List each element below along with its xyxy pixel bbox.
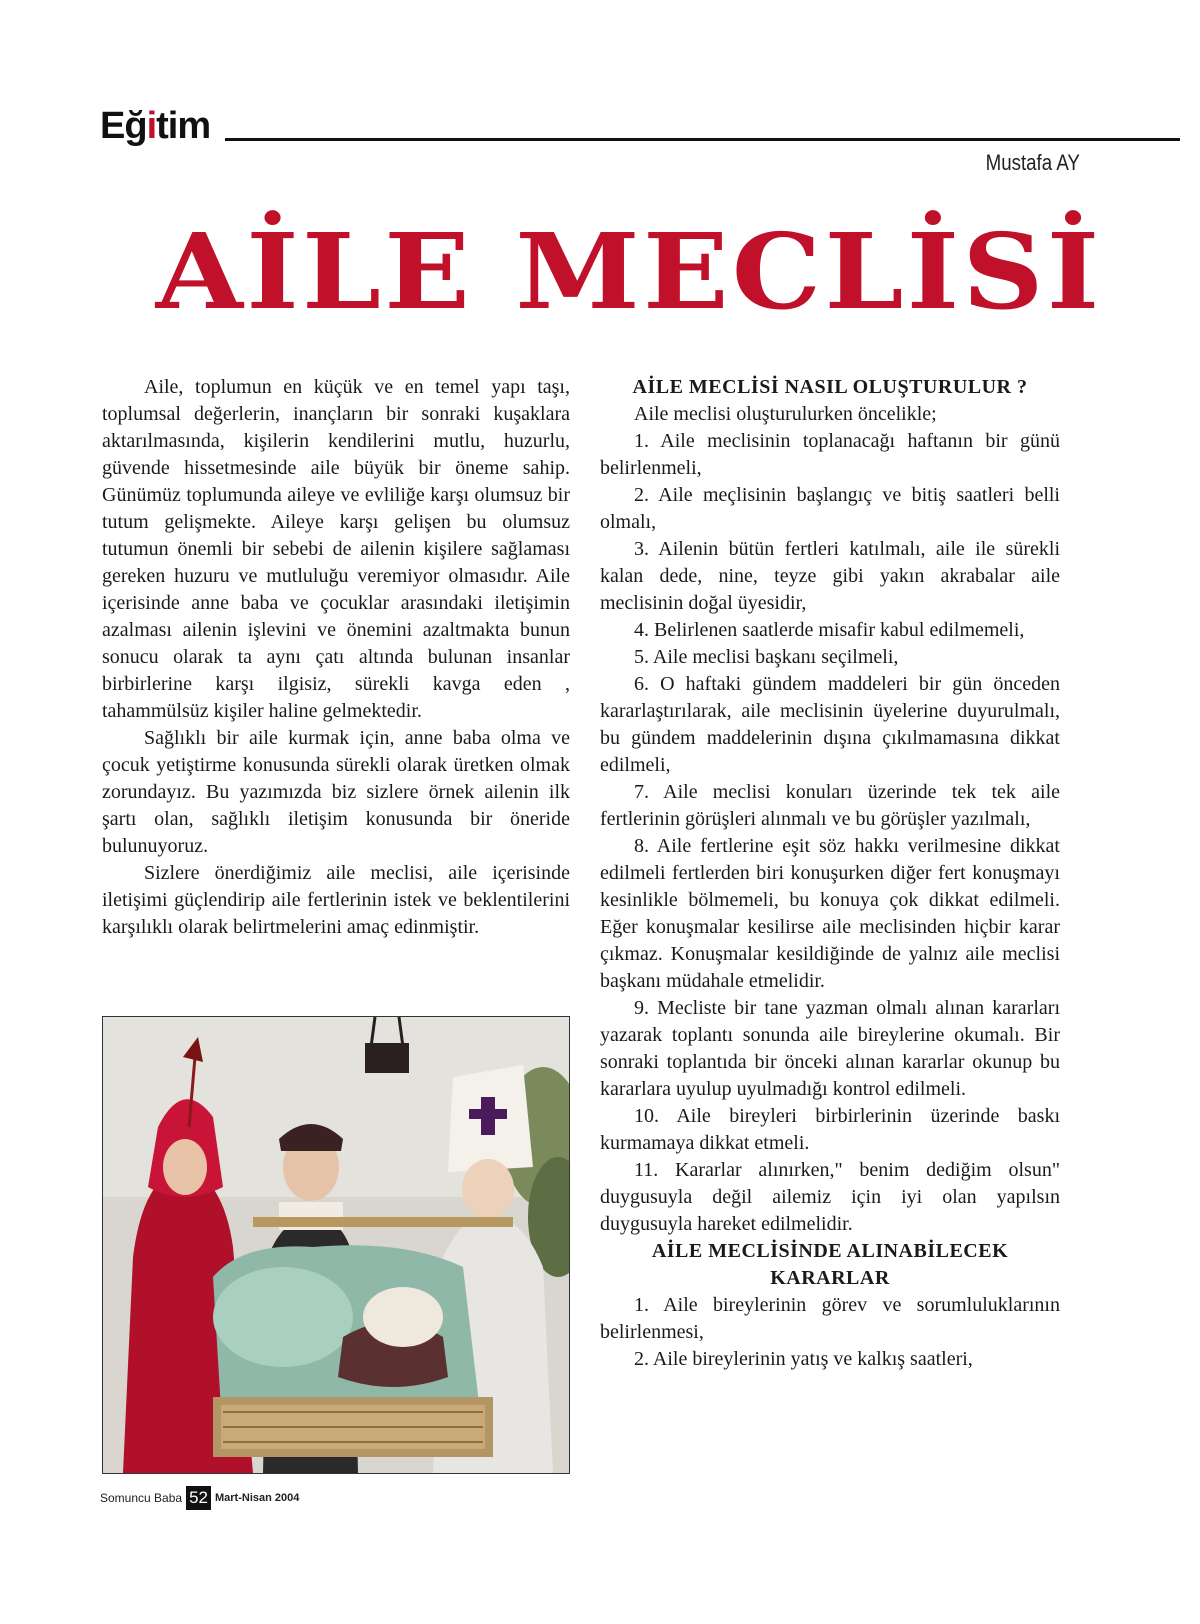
section-name	[100, 106, 210, 146]
list-item: 8. Aile fertlerine eşit söz hakkı verilmesine dikkat edilmeli fertlerden biri konuşurken diğer fert konuşmayı kesinlikle bölmemeli, bu konuya çok dikkat edilmeli. Eğer konuşmalar kesilirse aile meclisinden hiçbir karar çıkmaz. Konuşmalar kesildiğinde de yalnız aile meclisi başkanı müdahale etmelidir.	[600, 835, 1060, 992]
list-item: 2. Aile meçlisinin başlangıç ve bitiş saatleri belli olmalı,	[600, 484, 1060, 533]
list-item: 9. Mecliste bir tane yazman olmalı alınan kararları yazarak toplantı sonunda aile bireylerine okumalı. Bir sonraki toplantıda bir önceki alınan kararlar okunup bu kararlara uyulup uyulmadığı kontrol edilmeli.	[600, 997, 1060, 1100]
article-photo	[102, 1016, 570, 1474]
paragraph: Sağlıklı bir aile kurmak için, anne baba olma ve çocuk yetiştirme konusunda sürekli olarak üretken olmak zorundayız. Bu yazımızda biz sizlere örnek ailenin ilk şartı olan, sağlıklı iletişim konusunda bir öneride bulunuyoruz.	[102, 727, 570, 857]
section-heading-line: KARARLAR	[770, 1267, 890, 1289]
issue-date: Mart-Nisan 2004	[214, 1492, 300, 1504]
photo-illustration	[103, 1017, 569, 1473]
intro-line: Aile meclisi oluşturulurken öncelikle;	[634, 403, 937, 425]
right-column	[600, 374, 1060, 1373]
list-item: 11. Kararlar alınırken," benim dediğim olsun" duygusuyla değil ailemiz için iyi olan yapılsın duygusuyla hareket edilmelidir.	[600, 1159, 1060, 1235]
list-item: 6. O haftaki gündem maddeleri bir gün önceden kararlaştırılarak, aile meclisinin üyelerine duyurulmalı, bu gündem maddelerinin dışına çıkılmamasına dikkat edilmeli,	[600, 673, 1060, 776]
article-title: AİLE MECLİSİ	[155, 210, 1103, 333]
page-number: 52	[186, 1486, 211, 1510]
list-item: 1. Aile meclisinin toplanacağı haftanın bir günü belirlenmeli,	[600, 430, 1060, 479]
section-name-prefix: Eğ	[100, 105, 147, 147]
section-heading	[600, 1238, 1060, 1292]
section-header	[100, 106, 1180, 146]
list-item: 4. Belirlenen saatlerde misafir kabul edilmemeli,	[634, 619, 1025, 641]
magazine-name: Somuncu Baba	[100, 1491, 183, 1505]
section-rule	[225, 138, 1180, 141]
list-item: 3. Ailenin bütün fertleri katılmalı, aile ile sürekli kalan dede, nine, teyze gibi yakın akrabalar aile meclisinin doğal üyesidir,	[600, 538, 1060, 614]
list-item: 7. Aile meclisi konuları üzerinde tek tek aile fertlerinin görüşleri alınmalı ve bu görüşler yazılmalı,	[600, 781, 1060, 830]
section-heading: AİLE MECLİSİ NASIL OLUŞTURULUR ?	[632, 376, 1028, 398]
paragraph: Aile, toplumun en küçük ve en temel yapı taşı, toplumsal değerlerin, inançların bir sonraki kuşaklara aktarılmasında, kişilerin kendilerini mutlu, huzurlu, güvende hissetmesinde aile büyük bir öneme sahip. Günümüz toplumunda aileye ve evliliğe karşı olumsuz bir tutum gelişmekte. Aileye karşı gelişen bu olumsuz tutumun önemli bir sebebi de ailenin kişilere sağlaması gereken huzuru ve mutluluğu veremiyor olmasıdır. Aile içerisinde anne baba ve çocuklar arasındaki iletişimin azalması ailenin işlevini ve önemini azaltmakta bunun sonucu olarak ta aynı çatı altında bulunan insanlar birbirlerine karşı ilgisiz, sürekli kavga eden , tahammülsüz kişiler haline gelmektedir.	[102, 376, 570, 722]
list-item: 1. Aile bireylerinin görev ve sorumluluklarının belirlenmesi,	[600, 1294, 1060, 1343]
list-item: 5. Aile meclisi başkanı seçilmeli,	[634, 646, 899, 668]
author-name: Mustafa AY	[985, 150, 1080, 175]
section-heading-line: AİLE MECLİSİNDE ALINABİLECEK	[651, 1240, 1009, 1262]
left-column	[102, 374, 570, 941]
paragraph: Sizlere önerdiğimiz aile meclisi, aile içerisinde iletişimi güçlendirip aile fertlerinin istek ve beklentilerini karşılıklı olarak belirtmelerini amaç edinmiştir.	[102, 862, 570, 938]
section-name-suffix: tim	[156, 105, 211, 147]
page-footer	[100, 1486, 299, 1510]
section-name-accent: i	[146, 105, 157, 147]
list-item: 10. Aile bireyleri birbirlerinin üzerinde baskı kurmamaya dikkat etmeli.	[600, 1105, 1060, 1154]
list-item: 2. Aile bireylerinin yatış ve kalkış saatleri,	[634, 1348, 973, 1370]
